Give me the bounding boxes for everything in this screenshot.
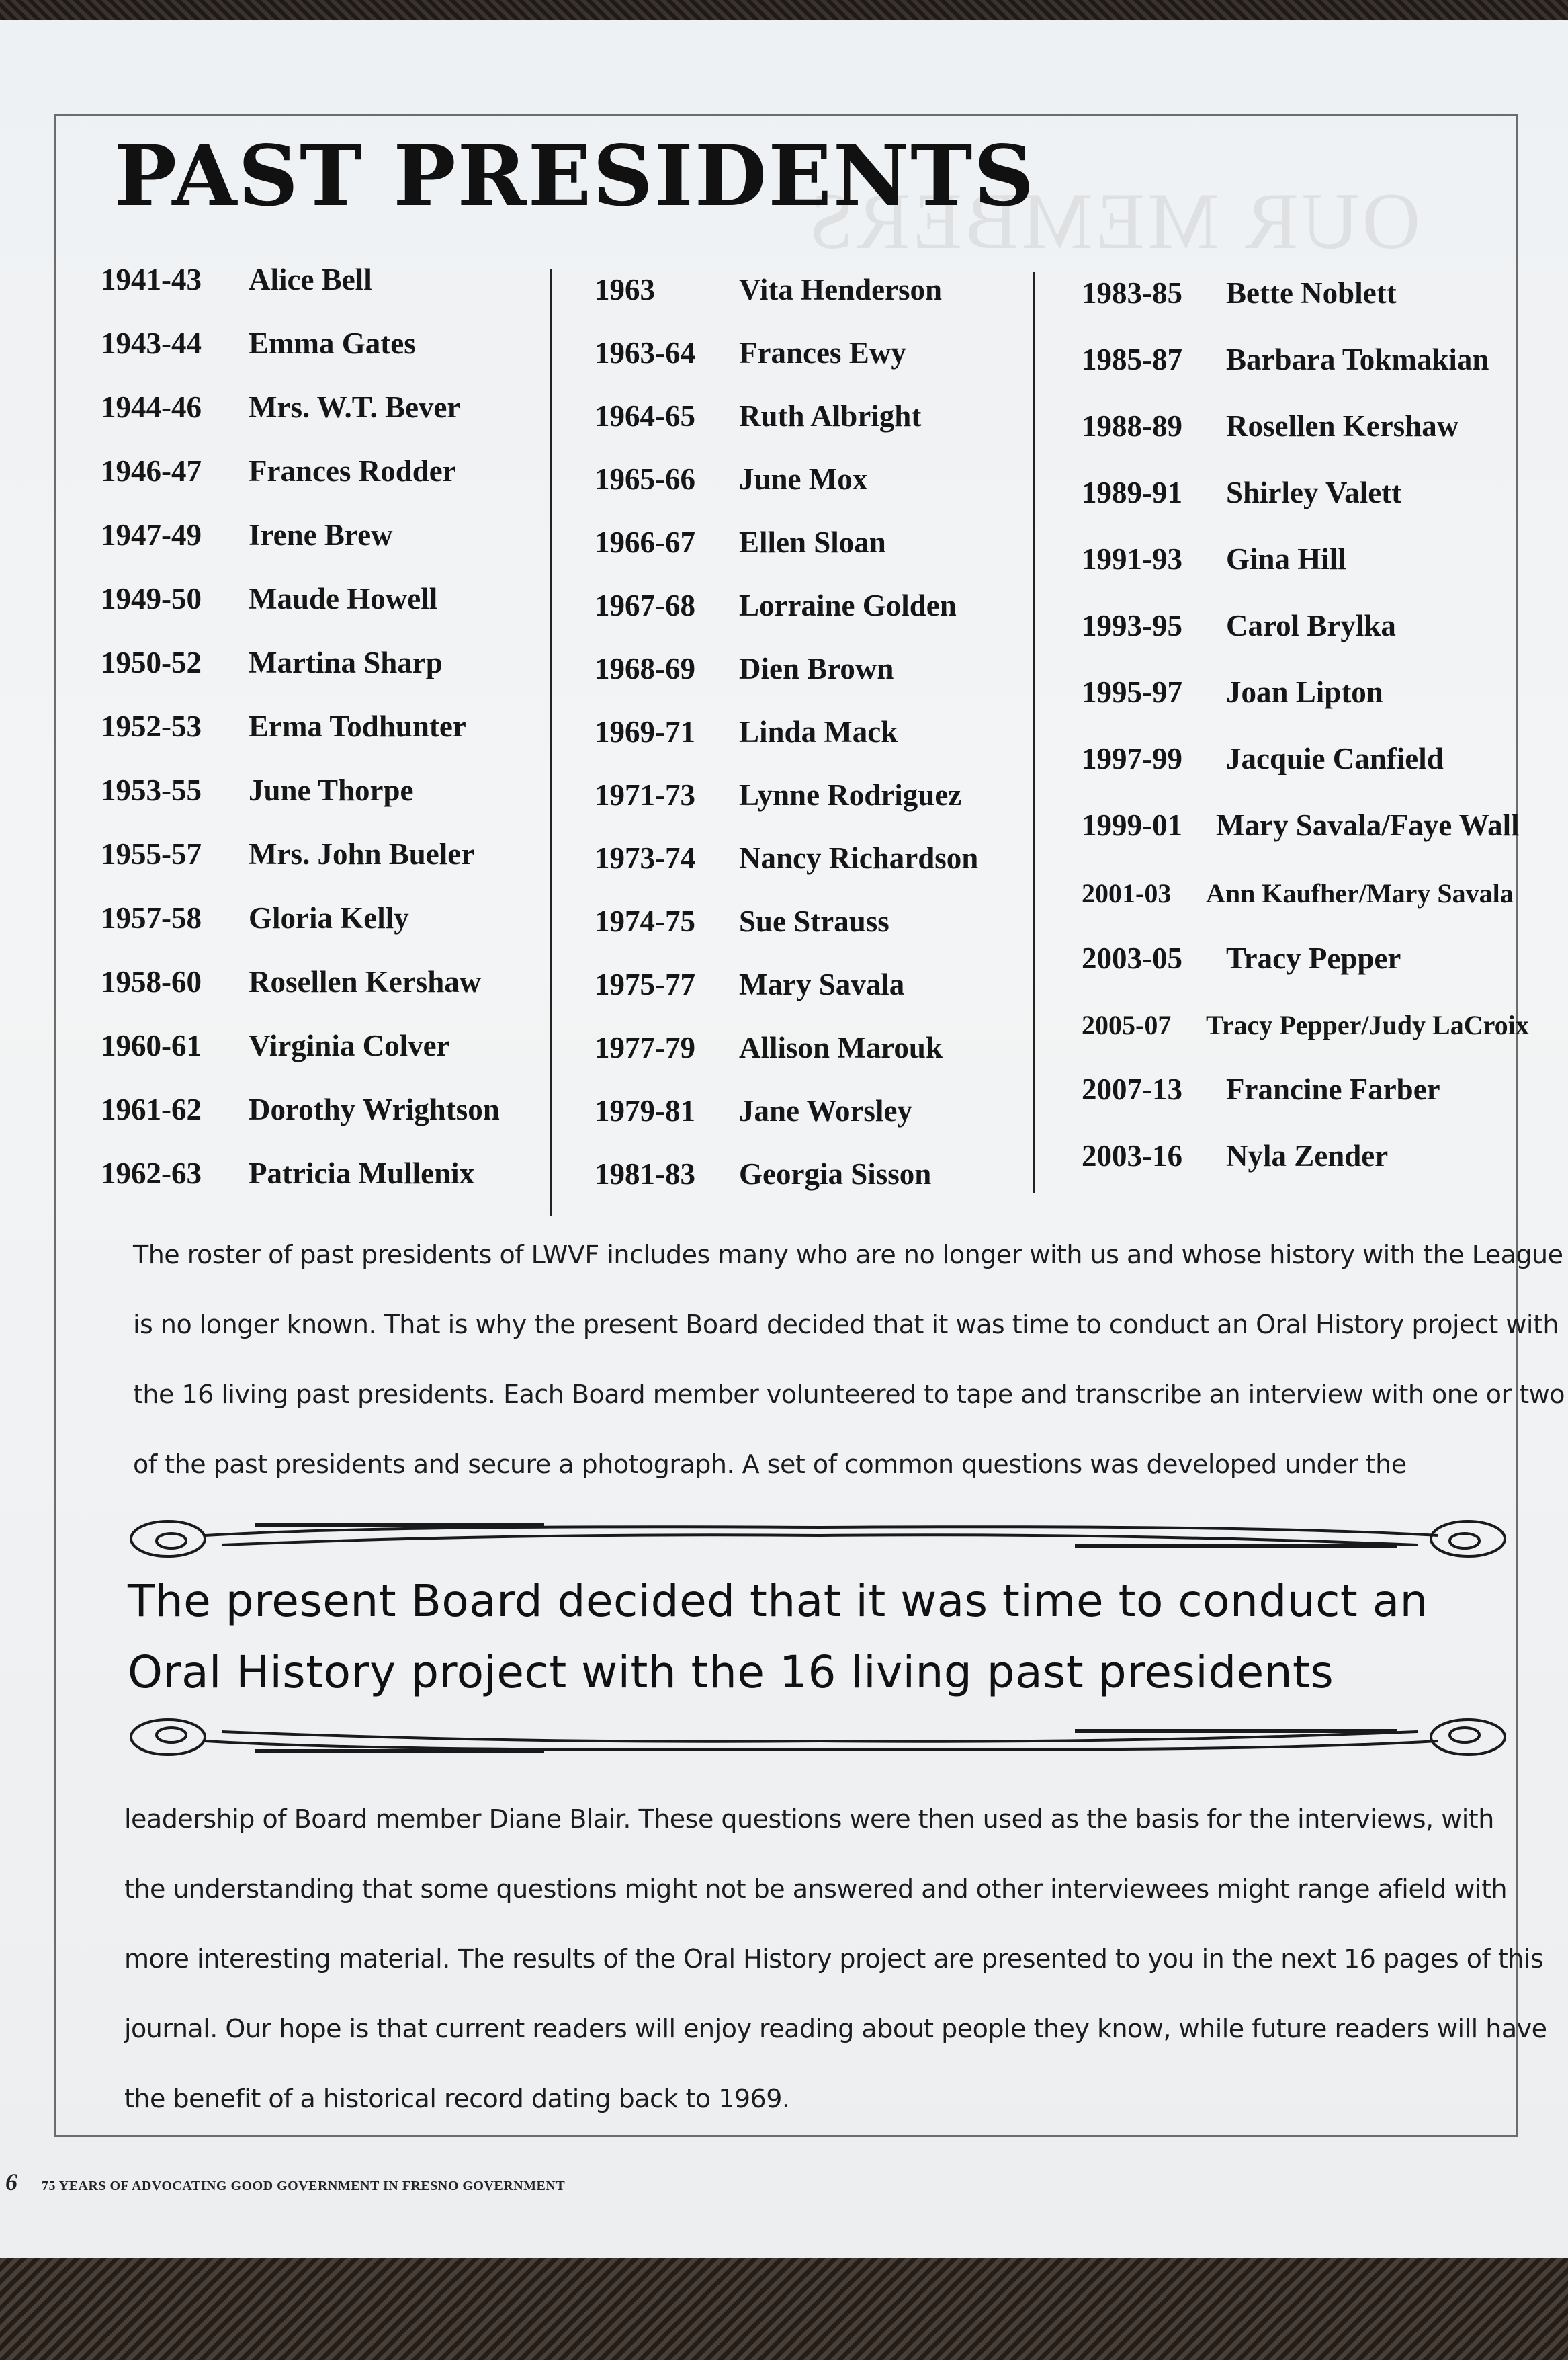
president-row	[101, 645, 443, 680]
term-years: 1950-52	[101, 646, 202, 679]
president-name: Mrs. W.T. Bever	[249, 390, 461, 424]
president-name: Gina Hill	[1226, 542, 1346, 576]
term-years: 1957-58	[101, 901, 202, 935]
term-years: 1946-47	[101, 454, 202, 488]
term-years: 2005-07	[1082, 1010, 1172, 1040]
president-name: Vita Henderson	[739, 273, 943, 306]
president-name: Bette Noblett	[1226, 276, 1397, 310]
president-row	[101, 900, 409, 935]
president-name: Dorothy Wrightson	[249, 1093, 500, 1126]
president-name: Lynne Rodriguez	[739, 778, 962, 812]
term-years: 1977-79	[595, 1031, 695, 1064]
term-years: 1943-44	[101, 327, 202, 360]
term-years: 1963	[595, 273, 655, 306]
president-row	[1082, 878, 1514, 909]
president-name: June Mox	[739, 462, 868, 496]
president-row	[1082, 808, 1520, 843]
term-years: 1989-91	[1082, 476, 1182, 509]
term-years: 1944-46	[101, 390, 202, 424]
president-row	[595, 335, 906, 370]
pull-quote	[128, 1566, 1525, 1708]
president-name: Patricia Mullenix	[249, 1156, 475, 1190]
paragraph-line: The roster of past presidents of LWVF includes many who are no longer with us and whose history with the League	[133, 1240, 1563, 1269]
paragraph-line: more interesting material. The results of the Oral History project are presented to you in the next 16 pages of this	[124, 1944, 1544, 1974]
president-row	[101, 773, 413, 808]
president-row	[595, 1156, 931, 1191]
term-years: 1983-85	[1082, 276, 1182, 310]
term-years: 1958-60	[101, 965, 202, 999]
president-name: Georgia Sisson	[739, 1157, 932, 1191]
term-years: 1988-89	[1082, 409, 1182, 443]
intro-paragraph	[133, 1220, 1565, 1499]
president-name: Jacquie Canfield	[1226, 742, 1444, 775]
term-years: 1953-55	[101, 773, 202, 807]
president-name: Ruth Albright	[739, 399, 922, 433]
president-row	[595, 967, 904, 1002]
term-years: 1961-62	[101, 1093, 202, 1126]
term-years: 1973-74	[595, 841, 695, 875]
president-row	[1082, 675, 1383, 710]
term-years: 1969-71	[595, 715, 695, 749]
president-row	[1082, 542, 1346, 577]
president-row	[1082, 475, 1401, 510]
page-title: PAST PRESIDENTS	[114, 128, 1035, 225]
president-name: Linda Mack	[739, 715, 898, 749]
president-row	[595, 1030, 943, 1065]
paragraph-line: the 16 living past presidents. Each Board member volunteered to tape and transcribe an interview with one or two	[133, 1380, 1565, 1409]
president-row	[101, 1156, 474, 1191]
president-row	[101, 454, 456, 489]
president-row	[595, 462, 867, 497]
paragraph-line: the benefit of a historical record dating back to 1969.	[124, 2084, 790, 2113]
term-years: 2001-03	[1082, 878, 1172, 909]
president-name: Emma Gates	[249, 327, 416, 360]
term-years: 1941-43	[101, 263, 202, 296]
page-footer	[5, 2168, 565, 2196]
term-years: 1947-49	[101, 518, 202, 552]
president-name: Shirley Valett	[1226, 476, 1402, 509]
president-row	[595, 398, 921, 433]
president-row	[595, 904, 889, 939]
term-years: 1968-69	[595, 652, 695, 685]
term-years: 1971-73	[595, 778, 695, 812]
president-name: Rosellen Kershaw	[1226, 409, 1459, 443]
president-name: Alice Bell	[249, 263, 372, 296]
president-row	[595, 588, 957, 623]
page-number: 6	[5, 2168, 17, 2195]
president-row	[101, 1092, 500, 1127]
president-name: Maude Howell	[249, 582, 438, 616]
term-years: 1975-77	[595, 968, 695, 1001]
president-row	[595, 714, 898, 749]
term-years: 1979-81	[595, 1094, 695, 1128]
president-row	[1082, 409, 1458, 444]
term-years: 1999-01	[1082, 808, 1182, 842]
president-row	[1082, 342, 1489, 377]
president-row	[1082, 1072, 1440, 1107]
president-name: Gloria Kelly	[249, 901, 409, 935]
president-name: Rosellen Kershaw	[249, 965, 482, 999]
scroll-ornament-bottom	[121, 1710, 1518, 1764]
paragraph-line: the understanding that some questions might not be answered and other interviewees might range afield with	[124, 1874, 1508, 1904]
president-row	[595, 525, 886, 560]
column-divider-left	[550, 269, 552, 1216]
pull-quote-line: Oral History project with the 16 living past presidents	[128, 1646, 1334, 1698]
paragraph-line: leadership of Board member Diane Blair. These questions were then used as the basis for the interviews, with	[124, 1804, 1494, 1834]
president-name: Mary Savala	[739, 968, 905, 1001]
term-years: 2003-05	[1082, 941, 1182, 975]
paragraph-line: is no longer known. That is why the present Board decided that it was time to conduct an Oral History project with	[133, 1310, 1559, 1339]
paragraph-line: of the past presidents and secure a photograph. A set of common questions was developed under the	[133, 1449, 1407, 1479]
president-name: Lorraine Golden	[739, 589, 957, 622]
president-row	[1082, 741, 1444, 776]
president-name: Erma Todhunter	[249, 710, 466, 743]
president-name: Frances Rodder	[249, 454, 456, 488]
president-row	[1082, 941, 1401, 976]
term-years: 1963-64	[595, 336, 695, 370]
term-years: 2003-16	[1082, 1139, 1182, 1173]
term-years: 1966-67	[595, 525, 695, 559]
president-name: Mary Savala/Faye Wall	[1216, 808, 1520, 842]
president-row	[595, 651, 894, 686]
term-years: 1952-53	[101, 710, 202, 743]
president-row	[101, 517, 393, 552]
president-name: Virginia Colver	[249, 1029, 450, 1062]
president-row	[595, 777, 961, 812]
term-years: 2007-13	[1082, 1072, 1182, 1106]
president-row	[1082, 1009, 1529, 1041]
president-row	[101, 581, 437, 616]
president-name: Sue Strauss	[739, 904, 889, 938]
pull-quote-line: The present Board decided that it was time to conduct an	[128, 1575, 1429, 1627]
term-years: 1962-63	[101, 1156, 202, 1190]
term-years: 1985-87	[1082, 343, 1182, 376]
background-carpet-bottom	[0, 2258, 1568, 2360]
president-row	[595, 841, 978, 876]
column-divider-right	[1033, 272, 1035, 1193]
term-years: 1960-61	[101, 1029, 202, 1062]
term-years: 1981-83	[595, 1157, 695, 1191]
scroll-ornament-top	[121, 1509, 1518, 1562]
term-years: 1993-95	[1082, 609, 1182, 642]
president-name: June Thorpe	[249, 773, 414, 807]
president-row	[1082, 1138, 1388, 1173]
president-name: Allison Marouk	[739, 1031, 943, 1064]
president-name: Dien Brown	[739, 652, 894, 685]
president-name: Tracy Pepper/Judy LaCroix	[1206, 1010, 1529, 1040]
president-row	[101, 1028, 450, 1063]
term-years: 1964-65	[595, 399, 695, 433]
president-row	[595, 272, 942, 307]
president-name: Ann Kaufher/Mary Savala	[1206, 878, 1514, 909]
president-row	[1082, 608, 1396, 643]
president-name: Barbara Tokmakian	[1226, 343, 1489, 376]
term-years: 1965-66	[595, 462, 695, 496]
term-years: 1997-99	[1082, 742, 1182, 775]
term-years: 1949-50	[101, 582, 202, 616]
paragraph-line: journal. Our hope is that current readers will enjoy reading about people they know, while future readers will have	[124, 2014, 1547, 2043]
president-row	[101, 964, 481, 999]
term-years: 1991-93	[1082, 542, 1182, 576]
president-name: Jane Worsley	[739, 1094, 912, 1128]
body-paragraph	[124, 1784, 1547, 2134]
president-name: Irene Brew	[249, 518, 393, 552]
president-name: Frances Ewy	[739, 336, 906, 370]
term-years: 1995-97	[1082, 675, 1182, 709]
president-name: Francine Farber	[1226, 1072, 1440, 1106]
president-row	[1082, 276, 1397, 310]
president-name: Joan Lipton	[1226, 675, 1383, 709]
president-row	[101, 709, 466, 744]
president-name: Martina Sharp	[249, 646, 443, 679]
president-name: Carol Brylka	[1226, 609, 1396, 642]
president-name: Nancy Richardson	[739, 841, 979, 875]
president-name: Mrs. John Bueler	[249, 837, 475, 871]
president-row	[101, 262, 372, 297]
term-years: 1974-75	[595, 904, 695, 938]
term-years: 1967-68	[595, 589, 695, 622]
president-name: Ellen Sloan	[739, 525, 886, 559]
president-row	[595, 1093, 912, 1128]
president-row	[101, 837, 474, 872]
president-name: Nyla Zender	[1226, 1139, 1389, 1173]
footer-tagline: 75 YEARS OF ADVOCATING GOOD GOVERNMENT IN FRESNO GOVERNMENT	[42, 2179, 566, 2193]
president-name: Tracy Pepper	[1226, 941, 1401, 975]
president-row	[101, 390, 460, 425]
term-years: 1955-57	[101, 837, 202, 871]
bleed-through-text: OUR MEMBERS	[806, 176, 1421, 265]
president-row	[101, 326, 416, 361]
